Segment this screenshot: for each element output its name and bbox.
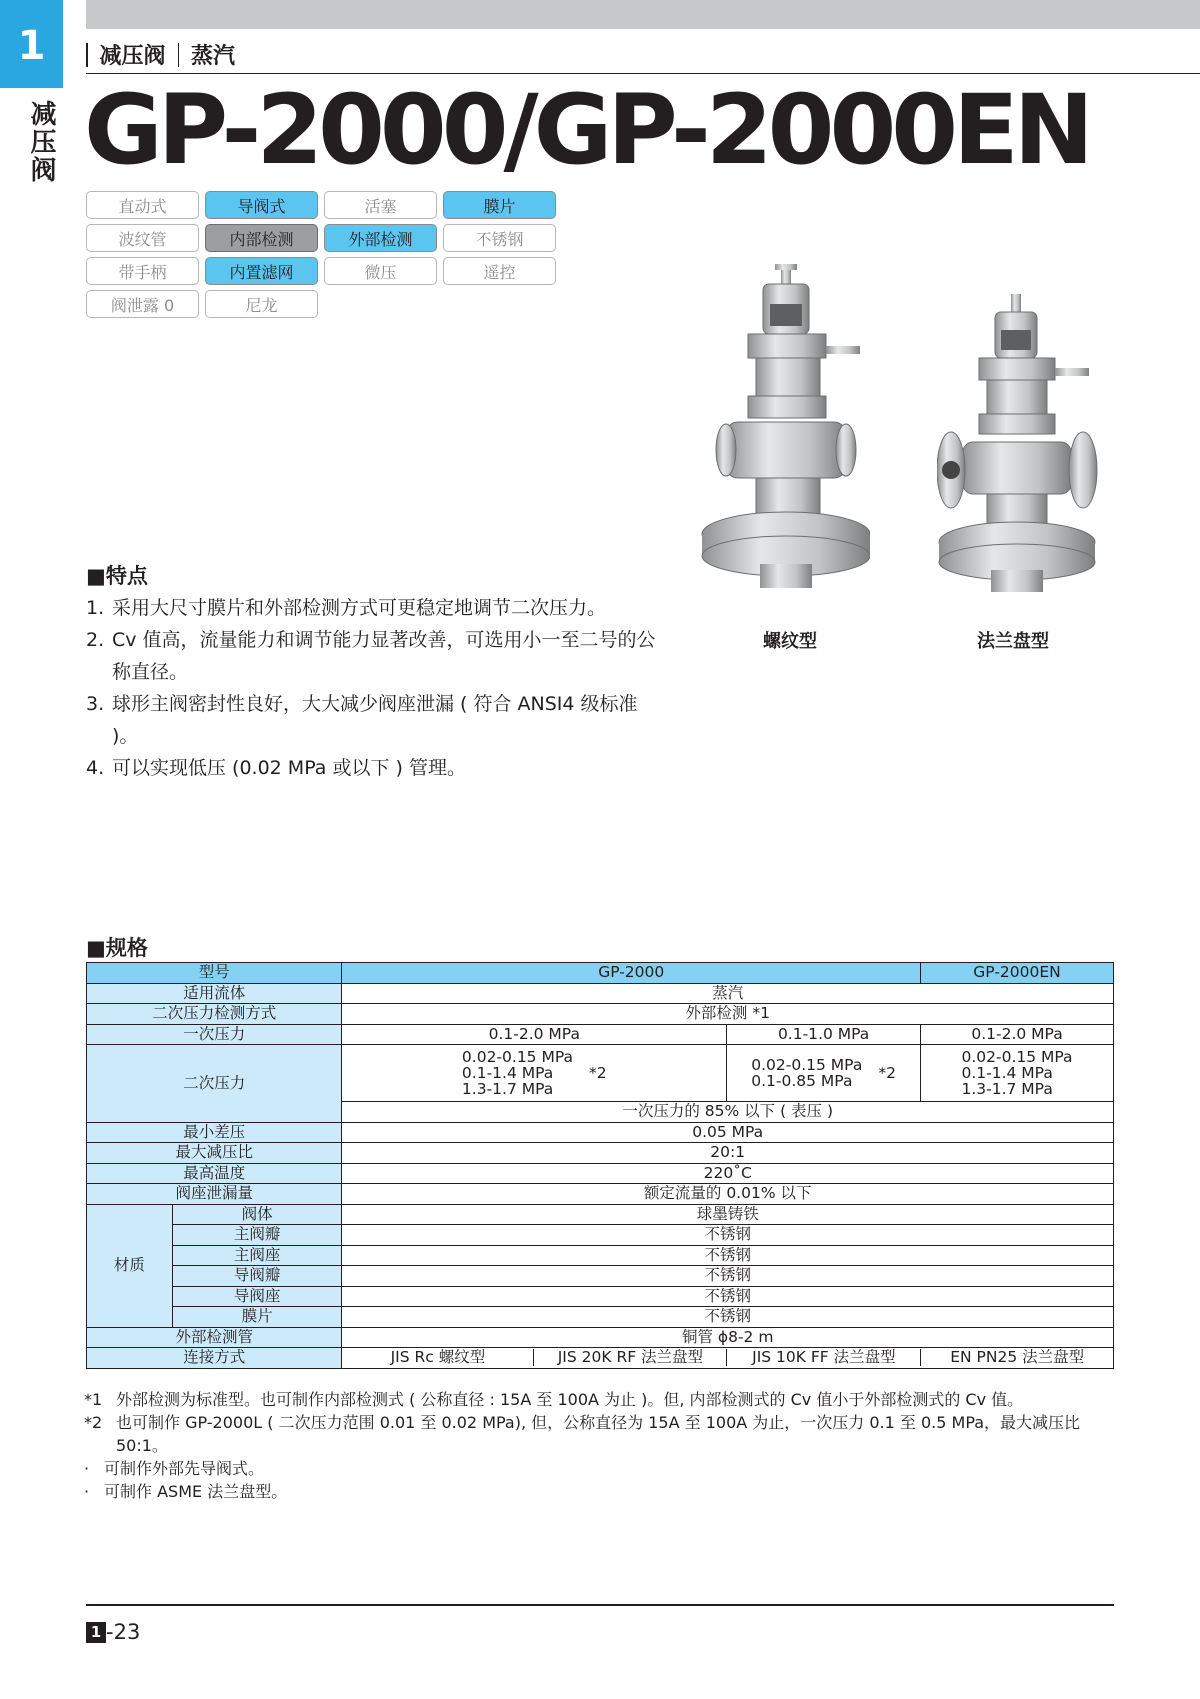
material-value: 球墨铸铁 <box>342 1204 1114 1225</box>
p1-value: 0.1-2.0 MPa <box>921 1024 1114 1045</box>
feature-text: 可以实现低压 (0.02 MPa 或以下 ) 管理。 <box>112 757 466 779</box>
feature-tag: 微压 <box>324 257 437 285</box>
feature-number: 4. <box>86 757 105 779</box>
table-row <box>87 1143 1114 1164</box>
leak-value: 额定流量的 0.01% 以下 <box>342 1184 1114 1205</box>
p2-range: 1.3-1.7 MPa <box>961 1080 1053 1098</box>
page-chapter: 1 <box>86 1622 106 1643</box>
footnote-text: 可制作外部先导阀式。 <box>104 1459 265 1478</box>
detect-value: 外部检测 *1 <box>342 1004 1114 1025</box>
table-row <box>87 1348 1114 1369</box>
material-part: 导阀座 <box>172 1286 342 1307</box>
side-chapter-label: 减压阀 <box>26 100 56 184</box>
p1-value: 0.1-2.0 MPa <box>342 1024 727 1045</box>
features-heading: ■特点 <box>86 564 148 588</box>
footnote-text: 也可制作 GP-2000L ( 二次压力范围 0.01 至 0.02 MPa), 但，公称直径为 15A 至 100A 为止，一次压力 0.1 至 0.5 MPa，最大减压比 50:1。 <box>116 1413 1081 1455</box>
table-row <box>87 1327 1114 1348</box>
list-item <box>86 592 666 624</box>
model-gp2000en: GP-2000EN <box>921 963 1114 984</box>
leak-label: 阀座泄漏量 <box>87 1184 342 1205</box>
feature-tag: 膜片 <box>443 191 556 219</box>
feature-tag: 带手柄 <box>86 257 199 285</box>
conn-values <box>342 1348 1114 1369</box>
table-row <box>87 1266 1114 1287</box>
footnote <box>84 1388 1124 1411</box>
p2-note: 一次压力的 85% 以下 ( 表压 ) <box>342 1102 1114 1123</box>
conn-value: EN PN25 法兰盘型 <box>950 1348 1085 1367</box>
table-row <box>87 1286 1114 1307</box>
material-part: 阀体 <box>172 1204 342 1225</box>
chapter-tab: 1 <box>0 0 63 88</box>
threaded-valve-image <box>700 264 870 619</box>
table-row <box>87 1045 1114 1102</box>
table-row <box>87 1245 1114 1266</box>
spec-heading: ■规格 <box>86 936 148 960</box>
table-row <box>87 1122 1114 1143</box>
feature-text: 球形主阀密封性良好，大大减少阀座泄漏 ( 符合 ANSI4 级标准 )。 <box>112 693 638 747</box>
table-row <box>87 1184 1114 1205</box>
page-index: -23 <box>106 1620 141 1644</box>
table-row <box>87 983 1114 1004</box>
footer-divider <box>86 1604 1114 1606</box>
footnote-mark: · <box>84 1459 90 1478</box>
conn-value: JIS Rc 螺纹型 <box>342 1349 534 1366</box>
threaded-type-label: 螺纹型 <box>763 631 817 652</box>
footnote-mark: *1 <box>84 1390 103 1409</box>
footnote-mark: *2 <box>84 1413 103 1432</box>
material-part: 主阀座 <box>172 1245 342 1266</box>
p2-footnote-mark: *2 <box>878 1064 896 1082</box>
feature-tag: 阀泄露 0 <box>86 290 199 318</box>
feature-number: 1. <box>86 597 105 619</box>
min-diff-value: 0.05 MPa <box>342 1122 1114 1143</box>
p2-value <box>921 1045 1114 1102</box>
footnote-text: 可制作 ASME 法兰盘型。 <box>104 1482 288 1501</box>
footnotes <box>84 1388 1124 1503</box>
fluid-label: 适用流体 <box>87 983 342 1004</box>
footnote <box>84 1411 1124 1457</box>
fluid-value: 蒸汽 <box>342 983 1114 1004</box>
table-row <box>87 1225 1114 1246</box>
conn-value: JIS 10K FF 法兰盘型 <box>727 1349 921 1366</box>
feature-tag-grid <box>86 191 556 318</box>
flanged-valve-image <box>937 294 1099 619</box>
breadcrumb <box>86 36 1200 74</box>
material-value: 不锈钢 <box>342 1225 1114 1246</box>
list-item <box>86 688 666 752</box>
conn-value: JIS 20K RF 法兰盘型 <box>534 1349 727 1366</box>
feature-tag: 波纹管 <box>86 224 199 252</box>
p2-footnote-mark: *2 <box>589 1064 607 1082</box>
feature-tag: 导阀式 <box>205 191 318 219</box>
max-temp-value: 220˚C <box>342 1163 1114 1184</box>
detect-label: 二次压力检测方式 <box>87 1004 342 1025</box>
p1-label: 一次压力 <box>87 1024 342 1045</box>
table-row <box>87 1024 1114 1045</box>
p2-range: 0.1-0.85 MPa <box>751 1072 853 1090</box>
features-list <box>86 592 666 784</box>
top-header-bar <box>86 0 1200 29</box>
material-value: 不锈钢 <box>342 1307 1114 1328</box>
ext-pipe-label: 外部检测管 <box>87 1327 342 1348</box>
footnote-mark: · <box>84 1482 90 1501</box>
max-ratio-label: 最大减压比 <box>87 1143 342 1164</box>
feature-number: 3. <box>86 693 105 715</box>
table-row <box>87 1307 1114 1328</box>
material-part: 主阀瓣 <box>172 1225 342 1246</box>
p2-label: 二次压力 <box>87 1045 342 1123</box>
feature-tag: 直动式 <box>86 191 199 219</box>
feature-tag: 内部检测 <box>205 224 318 252</box>
model-gp2000: GP-2000 <box>342 963 921 984</box>
list-item <box>86 624 666 688</box>
feature-tag: 遥控 <box>443 257 556 285</box>
p2-range: 0.1-1.4 MPa <box>961 1064 1053 1082</box>
conn-label: 连接方式 <box>87 1348 342 1369</box>
page-title: GP-2000/GP-2000EN <box>84 74 1089 186</box>
p1-value: 0.1-1.0 MPa <box>727 1024 921 1045</box>
footnote <box>84 1480 1124 1503</box>
feature-number: 2. <box>86 629 105 651</box>
table-row <box>87 1004 1114 1025</box>
model-label: 型号 <box>87 963 342 984</box>
feature-tag: 内置滤网 <box>205 257 318 285</box>
list-item <box>86 752 666 784</box>
p2-value <box>342 1045 727 1102</box>
table-row <box>87 963 1114 984</box>
breadcrumb-category: 减压阀 <box>99 44 166 69</box>
p2-range: 0.02-0.15 MPa <box>961 1048 1073 1066</box>
p2-value <box>727 1045 921 1102</box>
p2-range: 0.02-0.15 MPa <box>461 1048 573 1066</box>
feature-text: Cv 值高，流量能力和调节能力显著改善，可选用小一至二号的公称直径。 <box>112 629 656 683</box>
p2-range: 0.02-0.15 MPa <box>751 1056 863 1074</box>
flanged-type-label: 法兰盘型 <box>977 631 1049 652</box>
material-value: 不锈钢 <box>342 1286 1114 1307</box>
ext-pipe-value: 铜管 ϕ8-2 m <box>342 1327 1114 1348</box>
max-temp-label: 最高温度 <box>87 1163 342 1184</box>
p2-range: 1.3-1.7 MPa <box>461 1080 554 1098</box>
spec-table <box>86 962 1114 1369</box>
material-part: 膜片 <box>172 1307 342 1328</box>
footnote-text: 外部检测为标准型。也可制作内部检测式 ( 公称直径 : 15A 至 100A 为止 )。但, 内部检测式的 Cv 值小于外部检测式的 Cv 值。 <box>116 1390 1024 1409</box>
page-number <box>86 1620 140 1644</box>
feature-text: 采用大尺寸膜片和外部检测方式可更稳定地调节二次压力。 <box>112 597 607 619</box>
feature-tag: 尼龙 <box>205 290 318 318</box>
table-row <box>87 1163 1114 1184</box>
material-value: 不锈钢 <box>342 1245 1114 1266</box>
material-value: 不锈钢 <box>342 1266 1114 1287</box>
feature-tag: 不锈钢 <box>443 224 556 252</box>
min-diff-label: 最小差压 <box>87 1122 342 1143</box>
footnote <box>84 1457 1124 1480</box>
max-ratio-value: 20:1 <box>342 1143 1114 1164</box>
material-label: 材质 <box>87 1204 173 1327</box>
material-part: 导阀瓣 <box>172 1266 342 1287</box>
breadcrumb-medium: 蒸汽 <box>191 44 236 69</box>
table-row <box>87 1204 1114 1225</box>
p2-range: 0.1-1.4 MPa <box>461 1064 554 1082</box>
feature-tag: 活塞 <box>324 191 437 219</box>
feature-tag: 外部检测 <box>324 224 437 252</box>
